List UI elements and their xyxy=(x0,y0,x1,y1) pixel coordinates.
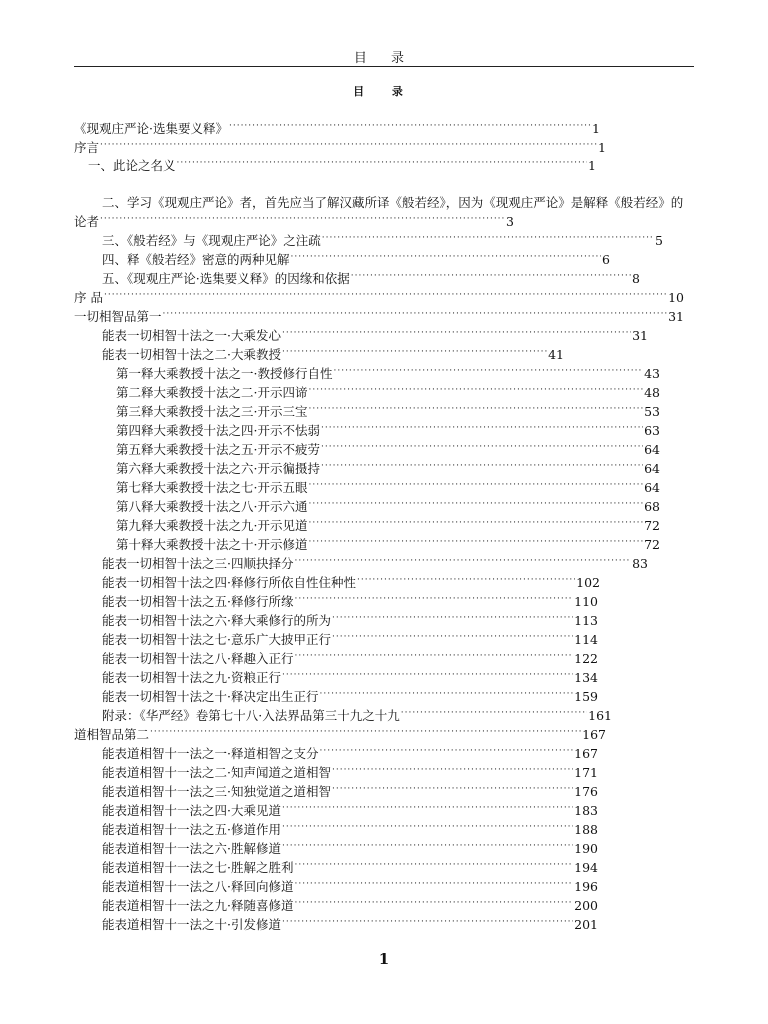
toc-entry[interactable] xyxy=(102,745,598,763)
toc-entry-title: 能表道相智十一法之三·知独觉道之道相智 xyxy=(102,784,331,799)
toc-entry-title: 三、《般若经》与《现观庄严论》之注疏 xyxy=(102,233,321,248)
toc-entry[interactable] xyxy=(102,327,648,345)
leader-dots xyxy=(282,916,573,931)
leader-dots xyxy=(177,157,588,172)
toc-entry-page: 167 xyxy=(582,727,606,742)
toc-entry-title: 第三释大乘教授十法之三·开示三宝 xyxy=(116,404,308,419)
toc-entry[interactable] xyxy=(74,120,600,138)
toc-entry[interactable] xyxy=(102,821,598,839)
toc-entry-page: 72 xyxy=(644,518,660,533)
leader-dots xyxy=(321,460,643,475)
toc-entry-title: 能表一切相智十法之四·释修行所依自性住种性 xyxy=(102,575,356,590)
header-rule xyxy=(74,66,694,67)
toc-entry[interactable] xyxy=(116,479,660,497)
leader-dots xyxy=(401,707,587,722)
toc-entry[interactable] xyxy=(102,346,564,364)
toc-entry[interactable] xyxy=(102,669,598,687)
toc-entry[interactable] xyxy=(74,289,684,307)
toc-entry-page: 183 xyxy=(574,803,598,818)
toc-entry-page: 53 xyxy=(644,404,660,419)
toc-entry-title: 能表道相智十一法之四·大乘见道 xyxy=(102,803,281,818)
toc-entry-title: 四、释《般若经》密意的两种见解 xyxy=(102,252,290,267)
toc-entry-title: 能表一切相智十法之一·大乘发心 xyxy=(102,328,281,343)
toc-entry[interactable] xyxy=(102,612,598,630)
leader-dots xyxy=(282,840,573,855)
toc-entry-title: 能表一切相智十法之五·释修行所缘 xyxy=(102,594,294,609)
leader-dots xyxy=(282,669,573,684)
toc-entry[interactable] xyxy=(74,213,514,231)
toc-entry-title: 能表道相智十一法之九·释随喜修道 xyxy=(102,898,294,913)
toc-entry-title[interactable]: 二、学习《现观庄严论》者，首先应当了解汉藏所译《般若经》，因为《现观庄严论》是解释《般若经》的 xyxy=(102,195,684,210)
toc-entry-page: 113 xyxy=(574,613,598,628)
toc-entry-page: 31 xyxy=(632,328,648,343)
leader-dots xyxy=(319,745,573,760)
leader-dots xyxy=(332,631,573,646)
toc-entry-title: 第六释大乘教授十法之六·开示徧摄持 xyxy=(116,461,320,476)
leader-dots xyxy=(321,441,643,456)
toc-entry-page: 43 xyxy=(644,366,660,381)
leader-dots xyxy=(150,726,581,741)
toc-entry[interactable] xyxy=(102,593,598,611)
toc-entry[interactable] xyxy=(102,897,598,915)
leader-dots xyxy=(332,764,573,779)
leader-dots xyxy=(308,517,643,532)
toc-entry-title: 序言 xyxy=(74,140,100,155)
toc-entry-page: 8 xyxy=(632,271,640,286)
toc-entry-page: 200 xyxy=(574,898,598,913)
toc-entry-page: 159 xyxy=(574,689,598,704)
toc-entry[interactable] xyxy=(102,688,598,706)
leader-dots xyxy=(282,346,547,361)
toc-entry[interactable] xyxy=(102,840,598,858)
leader-dots xyxy=(308,536,643,551)
toc-entry-title: 道相智品第二 xyxy=(74,727,150,742)
toc-entry[interactable] xyxy=(116,422,660,440)
leader-dots xyxy=(308,479,643,494)
toc-entry-page: 201 xyxy=(574,917,598,932)
toc-entry-page: 64 xyxy=(644,480,660,495)
toc-entry[interactable] xyxy=(102,631,598,649)
toc-entry-title: 能表道相智十一法之五·修道作用 xyxy=(102,822,281,837)
toc-entry-title: 能表道相智十一法之二·知声闻道之道相智 xyxy=(102,765,331,780)
toc-entry-page: 171 xyxy=(574,765,598,780)
toc-entry[interactable] xyxy=(116,365,660,383)
toc-entry-page: 194 xyxy=(574,860,598,875)
toc-entry[interactable] xyxy=(102,555,648,573)
toc-entry-page: 1 xyxy=(592,121,600,136)
toc-entry-title: 第九释大乘教授十法之九·开示见道 xyxy=(116,518,308,533)
toc-entry-page: 6 xyxy=(602,252,610,267)
toc-entry-page: 48 xyxy=(644,385,660,400)
toc-entry-page: 122 xyxy=(574,651,598,666)
toc-entry-title: 能表道相智十一法之十·引发修道 xyxy=(102,917,281,932)
toc-entry-title: 能表一切相智十法之七·意乐广大披甲正行 xyxy=(102,632,331,647)
toc-entry[interactable] xyxy=(74,726,606,744)
toc-entry[interactable] xyxy=(102,878,598,896)
toc-entry-title: 《现观庄严论·选集要义释》 xyxy=(74,121,228,136)
page-number: 1 xyxy=(378,950,390,968)
leader-dots xyxy=(229,120,591,135)
toc-entry-page: 10 xyxy=(668,290,684,305)
toc-entry-page: 41 xyxy=(548,347,564,362)
leader-dots xyxy=(104,289,667,304)
leader-dots xyxy=(333,365,643,380)
toc-title: 目 录 xyxy=(353,85,415,98)
leader-dots xyxy=(308,403,643,418)
leader-dots xyxy=(357,574,575,589)
toc-entry-title: 第二释大乘教授十法之二·开示四谛 xyxy=(116,385,308,400)
toc-entry-page: 68 xyxy=(644,499,660,514)
toc-entry[interactable] xyxy=(102,650,598,668)
running-header: 目 录 xyxy=(353,51,415,66)
leader-dots xyxy=(332,783,573,798)
toc-entry-page: 5 xyxy=(655,233,663,248)
leader-dots xyxy=(100,139,597,154)
leader-dots xyxy=(294,650,573,665)
toc-entry-title-continued: 论者 xyxy=(74,214,100,229)
toc-entry[interactable] xyxy=(102,574,600,592)
toc-entry[interactable] xyxy=(102,232,663,250)
toc-entry-title: 序 品 xyxy=(74,290,103,305)
toc-entry[interactable] xyxy=(116,403,660,421)
toc-entry[interactable] xyxy=(102,251,610,269)
toc-entry-title: 第七释大乘教授十法之七·开示五眼 xyxy=(116,480,308,495)
leader-dots xyxy=(319,688,573,703)
toc-entry-title: 一、此论之名义 xyxy=(88,158,176,173)
toc-entry-title: 第八释大乘教授十法之八·开示六通 xyxy=(116,499,308,514)
leader-dots xyxy=(321,422,643,437)
leader-dots xyxy=(294,897,573,912)
toc-entry-title: 第四释大乘教授十法之四·开示不怯弱 xyxy=(116,423,320,438)
toc-entry[interactable] xyxy=(116,460,660,478)
toc-entry-page: 114 xyxy=(574,632,598,647)
toc-entry-page: 63 xyxy=(644,423,660,438)
toc-entry-title: 一切相智品第一 xyxy=(74,309,162,324)
toc-entry-page: 1 xyxy=(598,140,606,155)
leader-dots xyxy=(294,555,631,570)
leader-dots xyxy=(100,213,505,228)
toc-entry[interactable] xyxy=(88,157,596,175)
toc-entry-page: 188 xyxy=(574,822,598,837)
leader-dots xyxy=(322,232,654,247)
toc-entry-title: 能表道相智十一法之一·释道相智之支分 xyxy=(102,746,319,761)
leader-dots xyxy=(332,612,573,627)
toc-entry-title: 五、《现观庄严论·选集要义释》的因缘和依据 xyxy=(102,271,350,286)
toc-entry[interactable] xyxy=(116,498,660,516)
toc-entry-page: 161 xyxy=(588,708,612,723)
leader-dots xyxy=(294,593,573,608)
toc-entry[interactable] xyxy=(74,308,684,326)
toc-entry[interactable] xyxy=(116,536,660,554)
leader-dots xyxy=(294,859,573,874)
toc-entry-page: 134 xyxy=(574,670,598,685)
leader-dots xyxy=(308,498,643,513)
toc-entry[interactable] xyxy=(102,783,598,801)
toc-entry-title: 能表道相智十一法之八·释回向修道 xyxy=(102,879,294,894)
toc-entry-page: 64 xyxy=(644,461,660,476)
toc-entry[interactable] xyxy=(116,441,660,459)
toc-entry[interactable] xyxy=(102,802,598,820)
toc-entry-page: 83 xyxy=(632,556,648,571)
toc-entry-title: 能表一切相智十法之二·大乘教授 xyxy=(102,347,281,362)
toc-entry-title: 能表一切相智十法之六·释大乘修行的所为 xyxy=(102,613,331,628)
toc-entry-page: 102 xyxy=(576,575,600,590)
toc-entry[interactable] xyxy=(102,916,598,934)
toc-entry-page: 31 xyxy=(668,309,684,324)
toc-entry-title: 第十释大乘教授十法之十·开示修道 xyxy=(116,537,308,552)
leader-dots xyxy=(282,802,573,817)
leader-dots xyxy=(351,270,631,285)
toc-entry-page: 72 xyxy=(644,537,660,552)
toc-entry[interactable] xyxy=(102,764,598,782)
leader-dots xyxy=(163,308,668,323)
leader-dots xyxy=(291,251,602,266)
leader-dots xyxy=(282,821,573,836)
toc-entry[interactable] xyxy=(116,517,660,535)
toc-entry-page: 64 xyxy=(644,442,660,457)
toc-entry-title: 能表一切相智十法之八·释趣入正行 xyxy=(102,651,294,666)
toc-entry-title: 附录：《华严经》卷第七十八·入法界品第三十九之十九 xyxy=(102,708,400,723)
toc-entry-title: 能表一切相智十法之三·四顺抉择分 xyxy=(102,556,294,571)
toc-entry-page: 110 xyxy=(574,594,598,609)
toc-entry-title: 能表一切相智十法之九·资粮正行 xyxy=(102,670,281,685)
toc-entry[interactable] xyxy=(102,270,640,288)
toc-entry[interactable] xyxy=(74,139,606,157)
toc-entry-page: 190 xyxy=(574,841,598,856)
toc-entry-title: 能表道相智十一法之六·胜解修道 xyxy=(102,841,281,856)
toc-entry-page: 1 xyxy=(588,158,596,173)
leader-dots xyxy=(294,878,573,893)
toc-entry[interactable] xyxy=(116,384,660,402)
toc-entry-page: 3 xyxy=(506,214,514,229)
toc-entry-title: 能表一切相智十法之十·释决定出生正行 xyxy=(102,689,319,704)
toc-entry[interactable] xyxy=(102,859,598,877)
toc-entry-title: 第一释大乘教授十法之一·教授修行自性 xyxy=(116,366,333,381)
toc-entry[interactable] xyxy=(102,707,612,725)
toc-entry-title: 能表道相智十一法之七·胜解之胜利 xyxy=(102,860,294,875)
toc-entry-title: 第五释大乘教授十法之五·开示不疲劳 xyxy=(116,442,320,457)
toc-entry-page: 176 xyxy=(574,784,598,799)
toc-entry-page: 196 xyxy=(574,879,598,894)
leader-dots xyxy=(282,327,631,342)
leader-dots xyxy=(308,384,643,399)
toc-entry-page: 167 xyxy=(574,746,598,761)
